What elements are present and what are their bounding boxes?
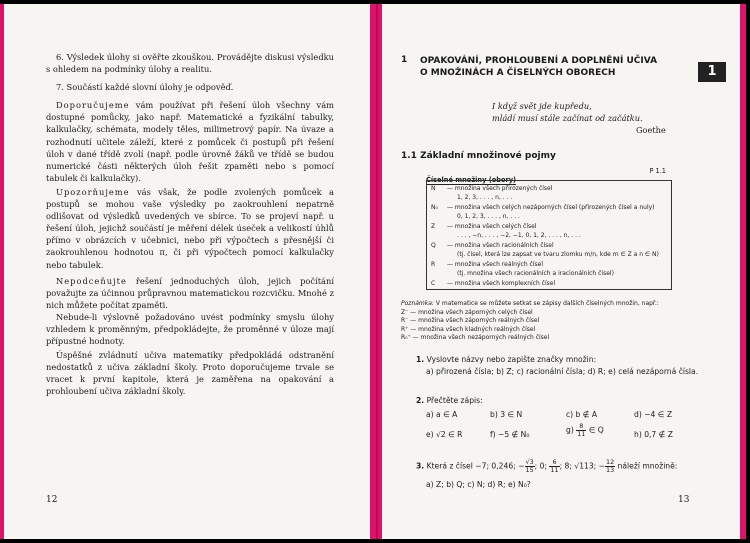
number-sets-box: [426, 180, 672, 290]
set-description: — množina všech celých nezáporných čísel (přirozených čísel a nuly): [447, 204, 655, 211]
note-label: Poznámka:: [401, 300, 434, 307]
section-title: 1.1 Základní množinové pojmy: [401, 151, 556, 161]
item-6: 6. Výsledek úlohy si ověřte zkouškou. Provádějte diskusi výsledku s ohledem na podmínky úlohy a realitu.: [46, 52, 334, 75]
denominator: 11: [550, 466, 559, 474]
paragraph-variables: Nebude-li výslovně požadováno uvést podmínky smyslu úlohy vzhledem k proměnným, předpokládejte, že proměnné v úloze mají přípustné hodnoty.: [46, 311, 334, 347]
set-description: — množina všech reálných čísel: [447, 261, 543, 268]
set-symbol: C: [431, 280, 436, 287]
quote-author: Goethe: [636, 125, 666, 135]
set-symbol: N: [431, 185, 436, 192]
paragraph-text: vás však, že podle zvolených pomůcek a postupů se mohou vaše výsledky po zaokrouhlení nepatrně odlišovat od výsledků uvedených ve sbírce. To se projeví např. u řešení úloh, jejichž součástí je měření délek úseček a velikostí úhlů přímo v obrázcích v učebnici, nebo při výpočtech s přesnější či zaokrouhlenou hodnotou π, či při výpočtech pomocí kalkulačky nebo tabulek.: [46, 186, 335, 270]
set-example: 1, 2, 3, . . . , n, . . .: [457, 194, 513, 201]
ex2-item-f: f) −5 ∉ N₀: [490, 430, 530, 439]
lead-word: Nepodceňujte: [56, 275, 127, 286]
set-description: — množina všech komplexních čísel: [447, 280, 556, 287]
left-text-block: [46, 51, 334, 398]
lead-word: Doporučujeme: [56, 100, 130, 111]
set-example: (tj. množina všech racionálních a iracionálních čísel): [457, 270, 614, 277]
paragraph-success: Úspěšné zvládnutí učiva matematiky předpokládá odstranění nedostatků z učiva základní školy. Proto doporučujeme trvale se vracet k první kapitole, která je zaměřena na opakování a prohloubení učiva základní školy.: [46, 350, 334, 397]
numerator: √3: [525, 458, 534, 466]
note-block: [401, 300, 701, 343]
ex2-item-c: c) b ∉ A: [566, 410, 598, 419]
note-text: V matematice se můžete setkat se zápisy dalších číselných množin, např.:: [435, 300, 659, 307]
exercise-2: [416, 396, 726, 439]
box-ref: P 1.1: [649, 167, 666, 175]
numerator: 8: [576, 423, 586, 431]
set-symbol: R: [431, 261, 436, 268]
binding-edge: [376, 4, 378, 539]
note-item: R⁺ — množina všech kladných reálných čísel: [401, 325, 536, 333]
fraction: [525, 459, 535, 474]
numerator: 12: [606, 458, 615, 466]
left-page: [4, 4, 370, 539]
set-description: — množina všech racionálních čísel: [447, 242, 554, 249]
set-symbol: Q: [431, 242, 436, 249]
set-description: — množina všech celých čísel: [447, 223, 537, 230]
exercise-number: 1.: [416, 355, 425, 364]
item-rest: ∈ Q: [588, 425, 604, 435]
paragraph-text: vám používat při řešení úloh všechny vám dostupné pomůcky, jako např. Matematické a fyzikální tabulky, kalkulačky, schémata, modely těles, milimetrový papír. Na úvaze a rozhodnutí učitele záleží, které z pomůcek či postupů při řešení úloh v dané třídě zvolí (např. podle úrovně žáků ve třídě se budou numerické části některých úloh řešit zpaměti nebo s pomocí tabulek či kalkulačky).: [46, 100, 335, 183]
exercise-text: Přečtěte zápis:: [426, 396, 483, 405]
exercise-text: Která z čísel −7; 0,246; −: [426, 461, 525, 471]
set-symbol: N₀: [431, 204, 438, 211]
exercise-text: Vyslovte názvy nebo zapište značky množin:: [426, 355, 597, 364]
quote-line-1: I když svět jde kupředu,: [492, 101, 592, 111]
exercise-text: ; 8; √113; −: [559, 461, 606, 471]
lead-word: Upozorňujeme: [56, 186, 130, 197]
epigraph: [492, 100, 643, 124]
exercise-number: 3.: [416, 461, 425, 471]
item-7: 7. Součástí každé slovní úlohy je odpověď.: [56, 82, 234, 93]
denominator: 11: [577, 430, 586, 438]
set-example: (tj. čísel, která lze zapsat ve tvaru zlomku m/n, kde m ∈ Z a n ∈ N): [457, 251, 659, 258]
chapter-title: [420, 55, 690, 79]
denominator: 15: [525, 466, 534, 474]
ex2-item-e: e) √2 ∈ R: [426, 430, 463, 439]
set-symbol: Z: [431, 223, 436, 230]
ex2-item-a: a) a ∈ A: [426, 410, 458, 419]
denominator: 13: [606, 466, 615, 474]
exercise-text: náleží množině:: [617, 461, 678, 471]
set-example: 0, 1, 2, 3, . . . , n, . . .: [457, 213, 520, 220]
exercise-subtasks: a) Z; b) Q; c) N; d) R; e) N₀?: [426, 480, 531, 489]
exercise-3: [416, 459, 726, 489]
numerator: 6: [549, 459, 559, 467]
note-item: R₀⁺ — množina všech nezáporných reálných čísel: [401, 334, 550, 342]
note-item: R⁻ — množina všech záporných reálných čísel: [401, 317, 540, 325]
ex2-item-d: d) −4 ∈ Z: [634, 410, 673, 419]
page-number: 12: [46, 495, 58, 505]
fraction: [605, 459, 615, 474]
paragraph-recommend: [46, 99, 334, 184]
chapter-title-line-1: OPAKOVÁNÍ, PROHLOUBENÍ A DOPLNĚNÍ UČIVA: [420, 56, 658, 66]
paragraph-simple-tasks: [46, 275, 334, 311]
note-item: Z⁻ — množina všech záporných celých čísel: [401, 308, 533, 316]
page-number: 13: [678, 495, 690, 505]
quote-line-2: mládí musí stále začínat od začátku.: [492, 113, 643, 123]
chapter-title-line-2: O MNOŽINÁCH A ČÍSELNÝCH OBORECH: [420, 68, 616, 78]
exercise-number: 2.: [416, 396, 425, 405]
exercise-text: ; 0;: [534, 461, 548, 471]
item-label: g): [566, 425, 574, 435]
fraction: [549, 459, 559, 474]
box-title: Číselné množiny (obory): [426, 176, 517, 184]
set-example: . . . , −n, . . . , −2, −1, 0, 1, 2, . . . , n, . . .: [457, 232, 581, 239]
ex2-item-b: b) 3 ∈ N: [490, 410, 523, 419]
set-description: — množina všech přirozených čísel: [447, 185, 553, 192]
ex2-item-g: [566, 423, 604, 438]
ex2-item-h: h) 0,7 ∉ Z: [634, 430, 673, 439]
fraction: [576, 423, 586, 438]
exercise-subtasks: a) přirozená čísla; b) Z; c) racionální čísla; d) R; e) celá nezáporná čísla.: [426, 367, 699, 376]
exercise-1: [416, 354, 716, 378]
chapter-number: 1: [401, 55, 408, 65]
binding-right: [740, 4, 746, 539]
chapter-tab: 1: [698, 62, 726, 82]
paragraph-warning: [46, 186, 334, 271]
right-page: [382, 4, 742, 539]
paragraph-text: řešení jednoduchých úloh, jejich počítání považujte za účinnou průpravnou matematickou rozcvičku. Mnohé z nich můžete počítat zpaměti.: [46, 275, 334, 310]
